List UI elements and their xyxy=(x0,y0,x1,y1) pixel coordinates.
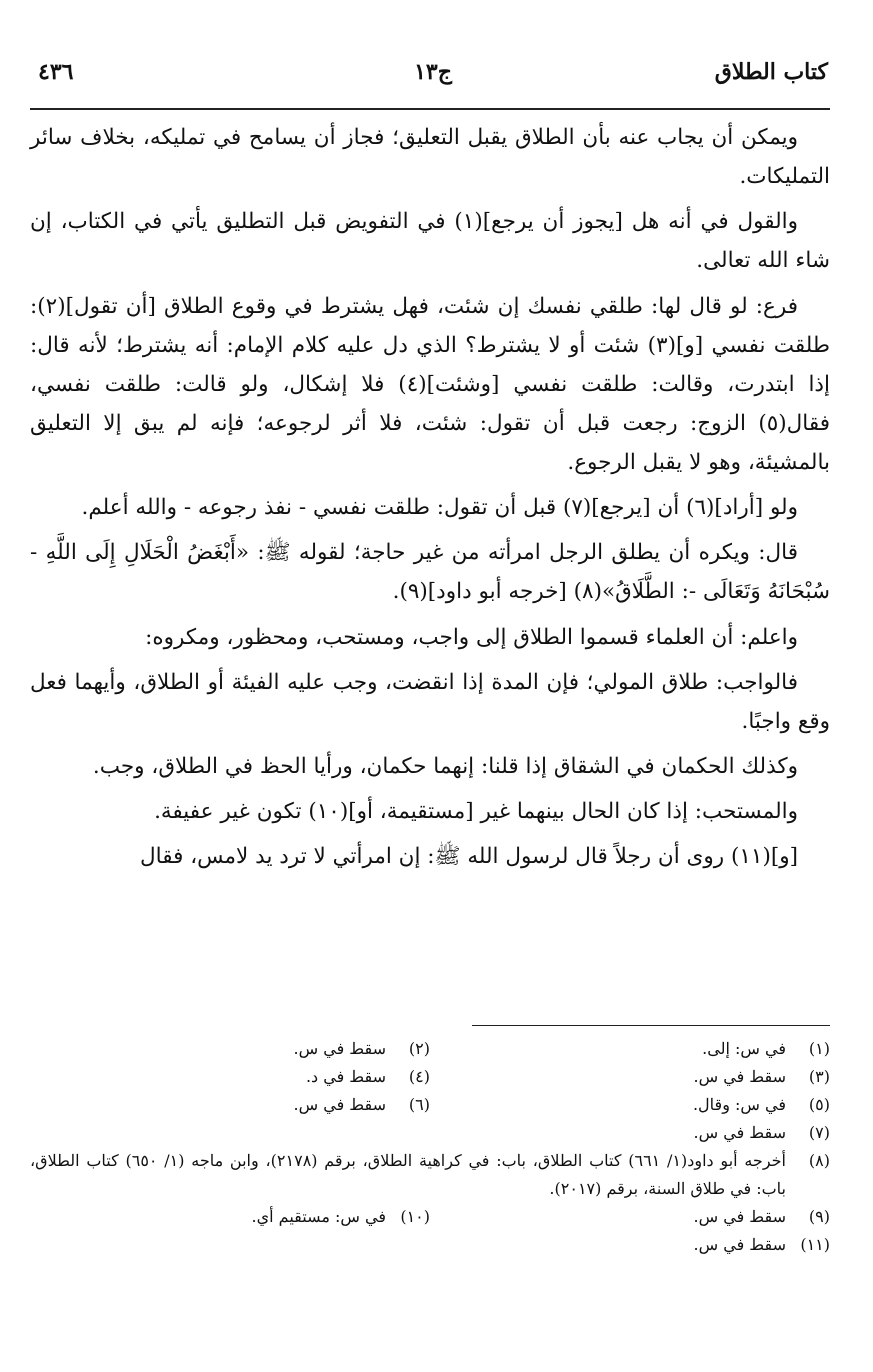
footnote-number: (٢) xyxy=(408,1039,430,1058)
page-header xyxy=(38,55,828,95)
footnote xyxy=(30,1203,430,1231)
footnote xyxy=(430,1203,830,1231)
footnote-number: (٦) xyxy=(408,1095,430,1114)
footnote-number: (٧) xyxy=(808,1123,830,1142)
paragraph: والقول في أنه هل [يجوز أن يرجع](١) في التفويض قبل التطليق يأتي في الكتاب، إن شاء الله تعالى. xyxy=(30,209,830,274)
footnote xyxy=(430,1035,830,1063)
paragraph: فالواجب: طلاق المولي؛ فإن المدة إذا انقضت، وجب عليه الفيئة أو الطلاق، وأيهما فعل وقع واجبًا. xyxy=(30,669,830,734)
footnote-number: (٥) xyxy=(808,1095,830,1114)
footnote-text: سقط في س. xyxy=(693,1123,786,1142)
footnote-row xyxy=(30,1231,830,1259)
footnote-number: (١٠) xyxy=(400,1207,430,1226)
footnote-row xyxy=(30,1203,830,1231)
footnote-text: في س: إلى. xyxy=(702,1039,786,1058)
footnote xyxy=(430,1231,830,1259)
footnote xyxy=(430,1119,830,1147)
main-text xyxy=(30,118,830,882)
footnote-text: سقط في س. xyxy=(293,1039,386,1058)
footnote-row xyxy=(30,1119,830,1147)
paragraph: ولو [أراد](٦) أن [يرجع](٧) قبل أن تقول: طلقت نفسي - نفذ رجوعه - والله أعلم. xyxy=(81,495,798,521)
paragraph: [و](١١) روى أن رجلاً قال لرسول الله ﷺ: إن امرأتي لا ترد يد لامس، فقال xyxy=(140,844,798,870)
paragraph: قال: ويكره أن يطلق الرجل امرأته من غير حاجة؛ لقوله ﷺ: «أَبْغَضُ الْحَلَالِ إِلَى اللَّهِ - سُبْحَانَهُ وَتَعَالَى -: الطَّلَاقُ»(٨) [خرجه أبو داود](٩). xyxy=(30,540,830,605)
footnote-text: في س: مستقيم أي. xyxy=(251,1207,386,1226)
footnote-text: في س: وقال. xyxy=(692,1095,786,1114)
footnote-number: (٨) xyxy=(808,1151,830,1170)
footnote-row xyxy=(30,1063,830,1091)
footnote-number: (٣) xyxy=(808,1067,830,1086)
footnote-text: سقط في د. xyxy=(305,1067,386,1086)
footnote xyxy=(30,1147,830,1203)
footnotes xyxy=(30,1035,830,1259)
footnote-text: سقط في س. xyxy=(693,1207,786,1226)
book-title: كتاب الطلاق xyxy=(714,59,828,85)
footnote-text: سقط في س. xyxy=(293,1095,386,1114)
paragraph: واعلم: أن العلماء قسموا الطلاق إلى واجب، ومستحب، ومحظور، ومكروه: xyxy=(145,624,798,650)
footnote xyxy=(30,1091,430,1119)
footnote-text: سقط في س. xyxy=(693,1067,786,1086)
footnote-row xyxy=(30,1035,830,1063)
footnote xyxy=(30,1035,430,1063)
footnote xyxy=(30,1063,430,1091)
paragraph: وكذلك الحكمان في الشقاق إذا قلنا: إنهما حكمان، ورأيا الحظ في الطلاق، وجب. xyxy=(92,753,798,779)
paragraph: والمستحب: إذا كان الحال بينهما غير [مستقيمة، أو](١٠) تكون غير عفيفة. xyxy=(154,799,798,824)
footnote-text: أخرجه أبو داود(١/ ٦٦١) كتاب الطلاق، باب: في كراهية الطلاق، برقم (٢١٧٨)، وابن ماجه (١/ ٦٥٠) كتاب الطلاق، باب: في طلاق السنة، برقم (٢٠١٧). xyxy=(30,1151,786,1198)
footnote-text: سقط في س. xyxy=(693,1235,786,1254)
footnote-number: (٩) xyxy=(808,1207,830,1226)
footnote xyxy=(430,1091,830,1119)
page-number: ٤٣٦ xyxy=(38,59,74,85)
volume-label: ج١٣ xyxy=(414,59,452,85)
paragraph: فرع: لو قال لها: طلقي نفسك إن شئت، فهل يشترط في وقوع الطلاق [أن تقول](٢): طلقت نفسي [و](٣) شئت أو لا يشترط؟ الذي دل عليه كلام الإمام: أنه يشترط؛ لأنه قال: إذا ابتدرت، وقالت: طلقت نفسي [وشئت](٤) فلا إشكال، ولو قالت: طلقت نفسي، فقال(٥) الزوج: رجعت قبل أن تقول: شئت، فلا أثر لرجوعه؛ فإنه لم يبق إلا التعليق بالمشيئة، وهو لا يقبل الرجوع. xyxy=(30,293,830,475)
footnote-number: (١) xyxy=(808,1039,830,1058)
header-rule xyxy=(30,108,830,110)
footnote-row xyxy=(30,1091,830,1119)
footnote-number: (١١) xyxy=(800,1235,830,1254)
footnote xyxy=(430,1063,830,1091)
paragraph: ويمكن أن يجاب عنه بأن الطلاق يقبل التعليق؛ فجاز أن يسامح في تمليكه، بخلاف سائر التمليكات. xyxy=(30,125,830,190)
footnote-separator xyxy=(472,1025,830,1026)
footnote-number: (٤) xyxy=(408,1067,430,1086)
